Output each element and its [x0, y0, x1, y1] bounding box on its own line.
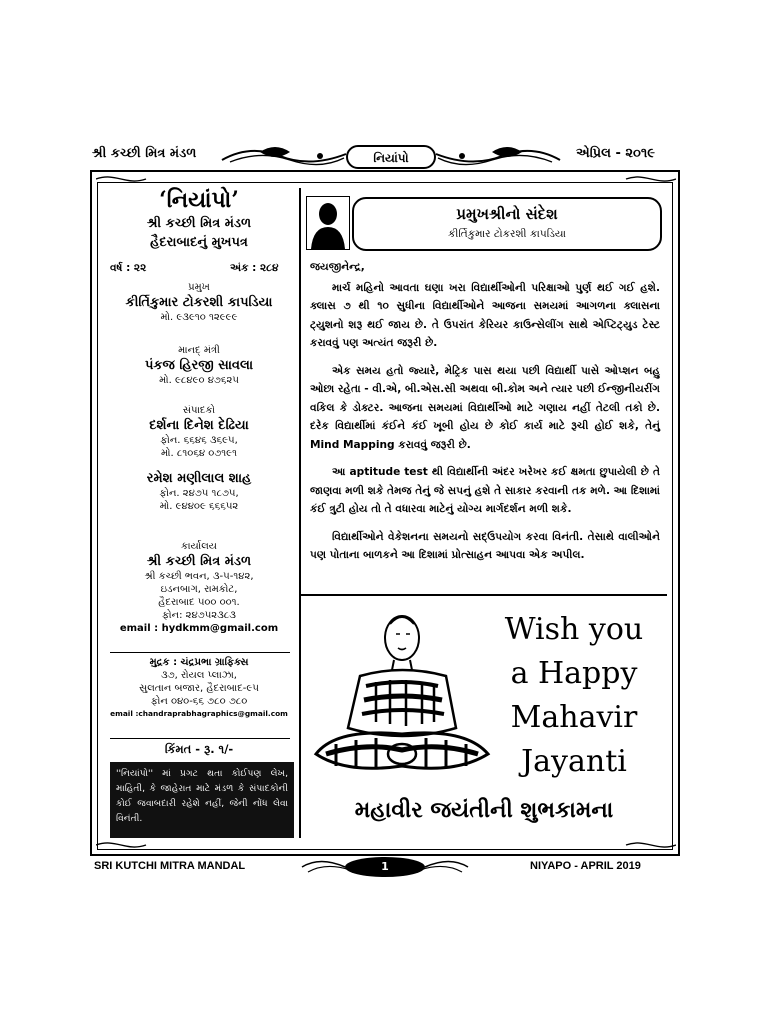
- corner-ornament-top: [96, 172, 676, 186]
- masthead-title: ‘નિયાંપો’: [159, 187, 239, 213]
- office-block: [104, 540, 294, 635]
- secretary-role: માનદ્ મંત્રી: [178, 345, 220, 356]
- office-role: કાર્યાલય: [181, 541, 217, 552]
- president-name: કીર્તિકુમાર ટોકરશી કાપડિયા: [125, 295, 273, 310]
- secretary-block: [104, 344, 294, 387]
- message-heading-box: [352, 197, 662, 251]
- disclaimer-text: ''નિયાંપો'' માં પ્રગટ થતા કોઈપણ લેખ, માહિતી, કે જાહેરાત માટે મંડળ કે સંપાદકોની કોઈ જવાબદારી રહેશે નહીં, જેની નોંધ લેવા વિનંતી.: [116, 768, 288, 824]
- office-phone: ફોન: ૨૪૭૫૨૩૮૩: [162, 610, 236, 621]
- footer-org: SRI KUTCHI MITRA MANDAL: [94, 860, 246, 872]
- editor2-phone: ફોન. ૨૪૭૫ ૧૮૭૫,: [159, 488, 239, 499]
- corner-ornament-bottom: [96, 838, 676, 852]
- footer-issue: NIYAPO - APRIL 2019: [530, 860, 641, 872]
- secretary-phone: મો. ૯૮૪૯૦ ૪૭૬૨૫: [159, 375, 239, 386]
- editors-role: સંપાદકો: [182, 405, 216, 416]
- column-divider: [299, 188, 301, 838]
- printer-email: email :chandraprabhagraphics@gmail.com: [110, 709, 288, 718]
- editors-block: [104, 404, 294, 513]
- masthead-subtitle: હૈદરાબાદનું મુખપત્ર: [150, 235, 248, 250]
- editor1-phone: ફોન. ૬૬૪૬ ૩૬૯૫,: [160, 435, 238, 446]
- header-ornament-right: [432, 140, 562, 170]
- message-paragraph-4: વિદ્યાર્થીઓને વેકેશનના સમયનો સદ્ઉપયોગ કરવા વિનંતી. તેસાથે વાલીઓને પણ પોતાના બાળકને આ દિશામાં પ્રોત્સાહન આપવા એક અપીલ.: [310, 530, 660, 561]
- office-address-1: શ્રી કચ્છી ભવન, ૩-૫-૧૪૨,: [144, 571, 254, 582]
- printer-block: [104, 656, 294, 720]
- masthead-org: શ્રી કચ્છી મિત્ર મંડળ: [146, 216, 252, 231]
- message-paragraph-2: એક સમય હતો જ્યારે, મેટ્રિક પાસ થયા પછી વિદ્યાર્થી પાસે ઓપ્શન બહુ ઓછા રહેતા - વી.એ, બી.એસ.સી અથવા બી.કોમ અને ત્યાર પછી ઈન્જીનીયરીંગ વકિલ કે ડોક્ટર. આજના સમયમાં વિદ્યાર્થીઓ માટે ગણાય નહીં તેટલી તકો છે. દરેક વિદ્યાર્થીમાં કંઈને કંઈ ખૂબી હોય છે કોઈ કાર્ય માટે રૂચી હોઈ શકે, તેનું Mind Mapping કરાવવું જરૂરી છે.: [310, 364, 660, 451]
- office-name: શ્રી કચ્છી મિત્ર મંડળ: [146, 554, 252, 569]
- greeting-english: [484, 608, 664, 784]
- message-author: કીર્તિકુમાર ટોકરશી કાપડિયા: [447, 228, 567, 240]
- president-phone: મો. ૯૩૯૧૦ ૧૨૯૯૯: [160, 312, 238, 323]
- message-greeting: જયજીનેન્દ્ર,: [310, 261, 365, 273]
- secretary-name: પંકજ હિરજી સાવલા: [144, 358, 254, 373]
- office-address-2: ઇડનબાગ, રામકોટ,: [160, 584, 238, 595]
- office-rule: [110, 652, 290, 653]
- printer-rule: [110, 738, 290, 739]
- printer-address-2: સુલતાન બજાર, હૈદરાબાદ-૯૫: [139, 683, 259, 694]
- message-heading: પ્રમુખશ્રીનો સંદેશ: [456, 205, 558, 223]
- volume-year: વર્ષ : ૨૨: [110, 262, 147, 274]
- president-portrait: [306, 196, 350, 250]
- message-body: [310, 258, 660, 574]
- header-title: નિયાંપો: [373, 151, 409, 165]
- president-block: [104, 281, 294, 324]
- volume-issue: અંક : ૨૮૪: [230, 262, 279, 274]
- greeting-line-4: Jayanti: [521, 744, 627, 779]
- message-paragraph-1: માર્ચ મહિનો આવતા ઘણા ખરા વિદ્યાર્થીઓની પરિક્ષાઓ પુર્ણ થઈ ગઈ હશે. ક્લાસ ૭ થી ૧૦ સુધીના વિદ્યાર્થીઓને આજના સમયમાં આગળના ક્લાસના ટ્યુશનો શરૂ થઈ જાય છે. તે ઉપરાંત કેરિયર કાઉન્સેલીંગ સાથે એપ્ટિટ્યુડ ટેસ્ટ કરાવવું પણ અત્યંત જરૂરી છે.: [310, 281, 660, 349]
- masthead: [104, 186, 294, 252]
- price: કિંમત - રૂ. ૧/-: [164, 742, 234, 756]
- editor1-name: દર્શના દિનેશ દેઢિયા: [149, 418, 249, 433]
- editor1-mobile: મો. ૮૧૦૬૪ ૦૭૧૯૧: [160, 448, 237, 459]
- greeting-line-2: a Happy: [510, 656, 638, 691]
- greeting-line-3: Mahavir: [510, 700, 638, 735]
- portrait-icon: [307, 197, 349, 249]
- header-date: એપ્રિલ - ૨૦૧૯: [576, 146, 655, 161]
- printer-address-1: ૩૭, રોયલ પ્લાઝા,: [161, 670, 237, 681]
- printer-phone: ફોન ૦૪૦-૬૬ ૭૮૦ ૭૮૦: [150, 696, 248, 707]
- message-paragraph-3: આ aptitude test થી વિદ્યાર્થીની અંદર ખરેખર કઈ ક્ષમતા છુપાયેલી છે તે જાણવા મળી શકે તેમજ તેનું જે સપનું હશે તે સાકાર કરવાની તક મળે. આ દિશામાં કંઈ ત્રુટી હોય તો તે વધારવા માટેનું યોગ્ય માર્ગદર્શન મળી શકે.: [310, 466, 660, 515]
- header-ornament-left: [220, 140, 350, 170]
- greeting-line-1: Wish you: [504, 612, 644, 647]
- editor2-name: રમેશ મણીલાલ શાહ: [146, 471, 252, 486]
- message-divider: [301, 594, 667, 596]
- header-title-pill: [346, 145, 436, 169]
- president-role: પ્રમુખ: [188, 282, 210, 293]
- editor2-mobile: મો. ૯૪૪૦૯ ૬૬૬૫૨: [159, 501, 239, 512]
- disclaimer-box: [110, 762, 294, 838]
- mahavir-calligram-illustration: [306, 604, 496, 784]
- page-number: 1: [381, 860, 389, 873]
- printer-name: મુદ્રક : ચંદ્રપ્રભા ગ્રાફિક્સ: [149, 657, 249, 668]
- header-org: શ્રી કચ્છી મિત્ર મંડળ: [92, 146, 197, 161]
- office-email: email : hydkmm@gmail.com: [119, 623, 279, 634]
- office-address-3: હૈદરાબાદ ૫૦૦ ૦૦૧.: [158, 597, 240, 608]
- greeting-gujarati: મહાવીર જયંતીની શુભકામના: [354, 798, 614, 823]
